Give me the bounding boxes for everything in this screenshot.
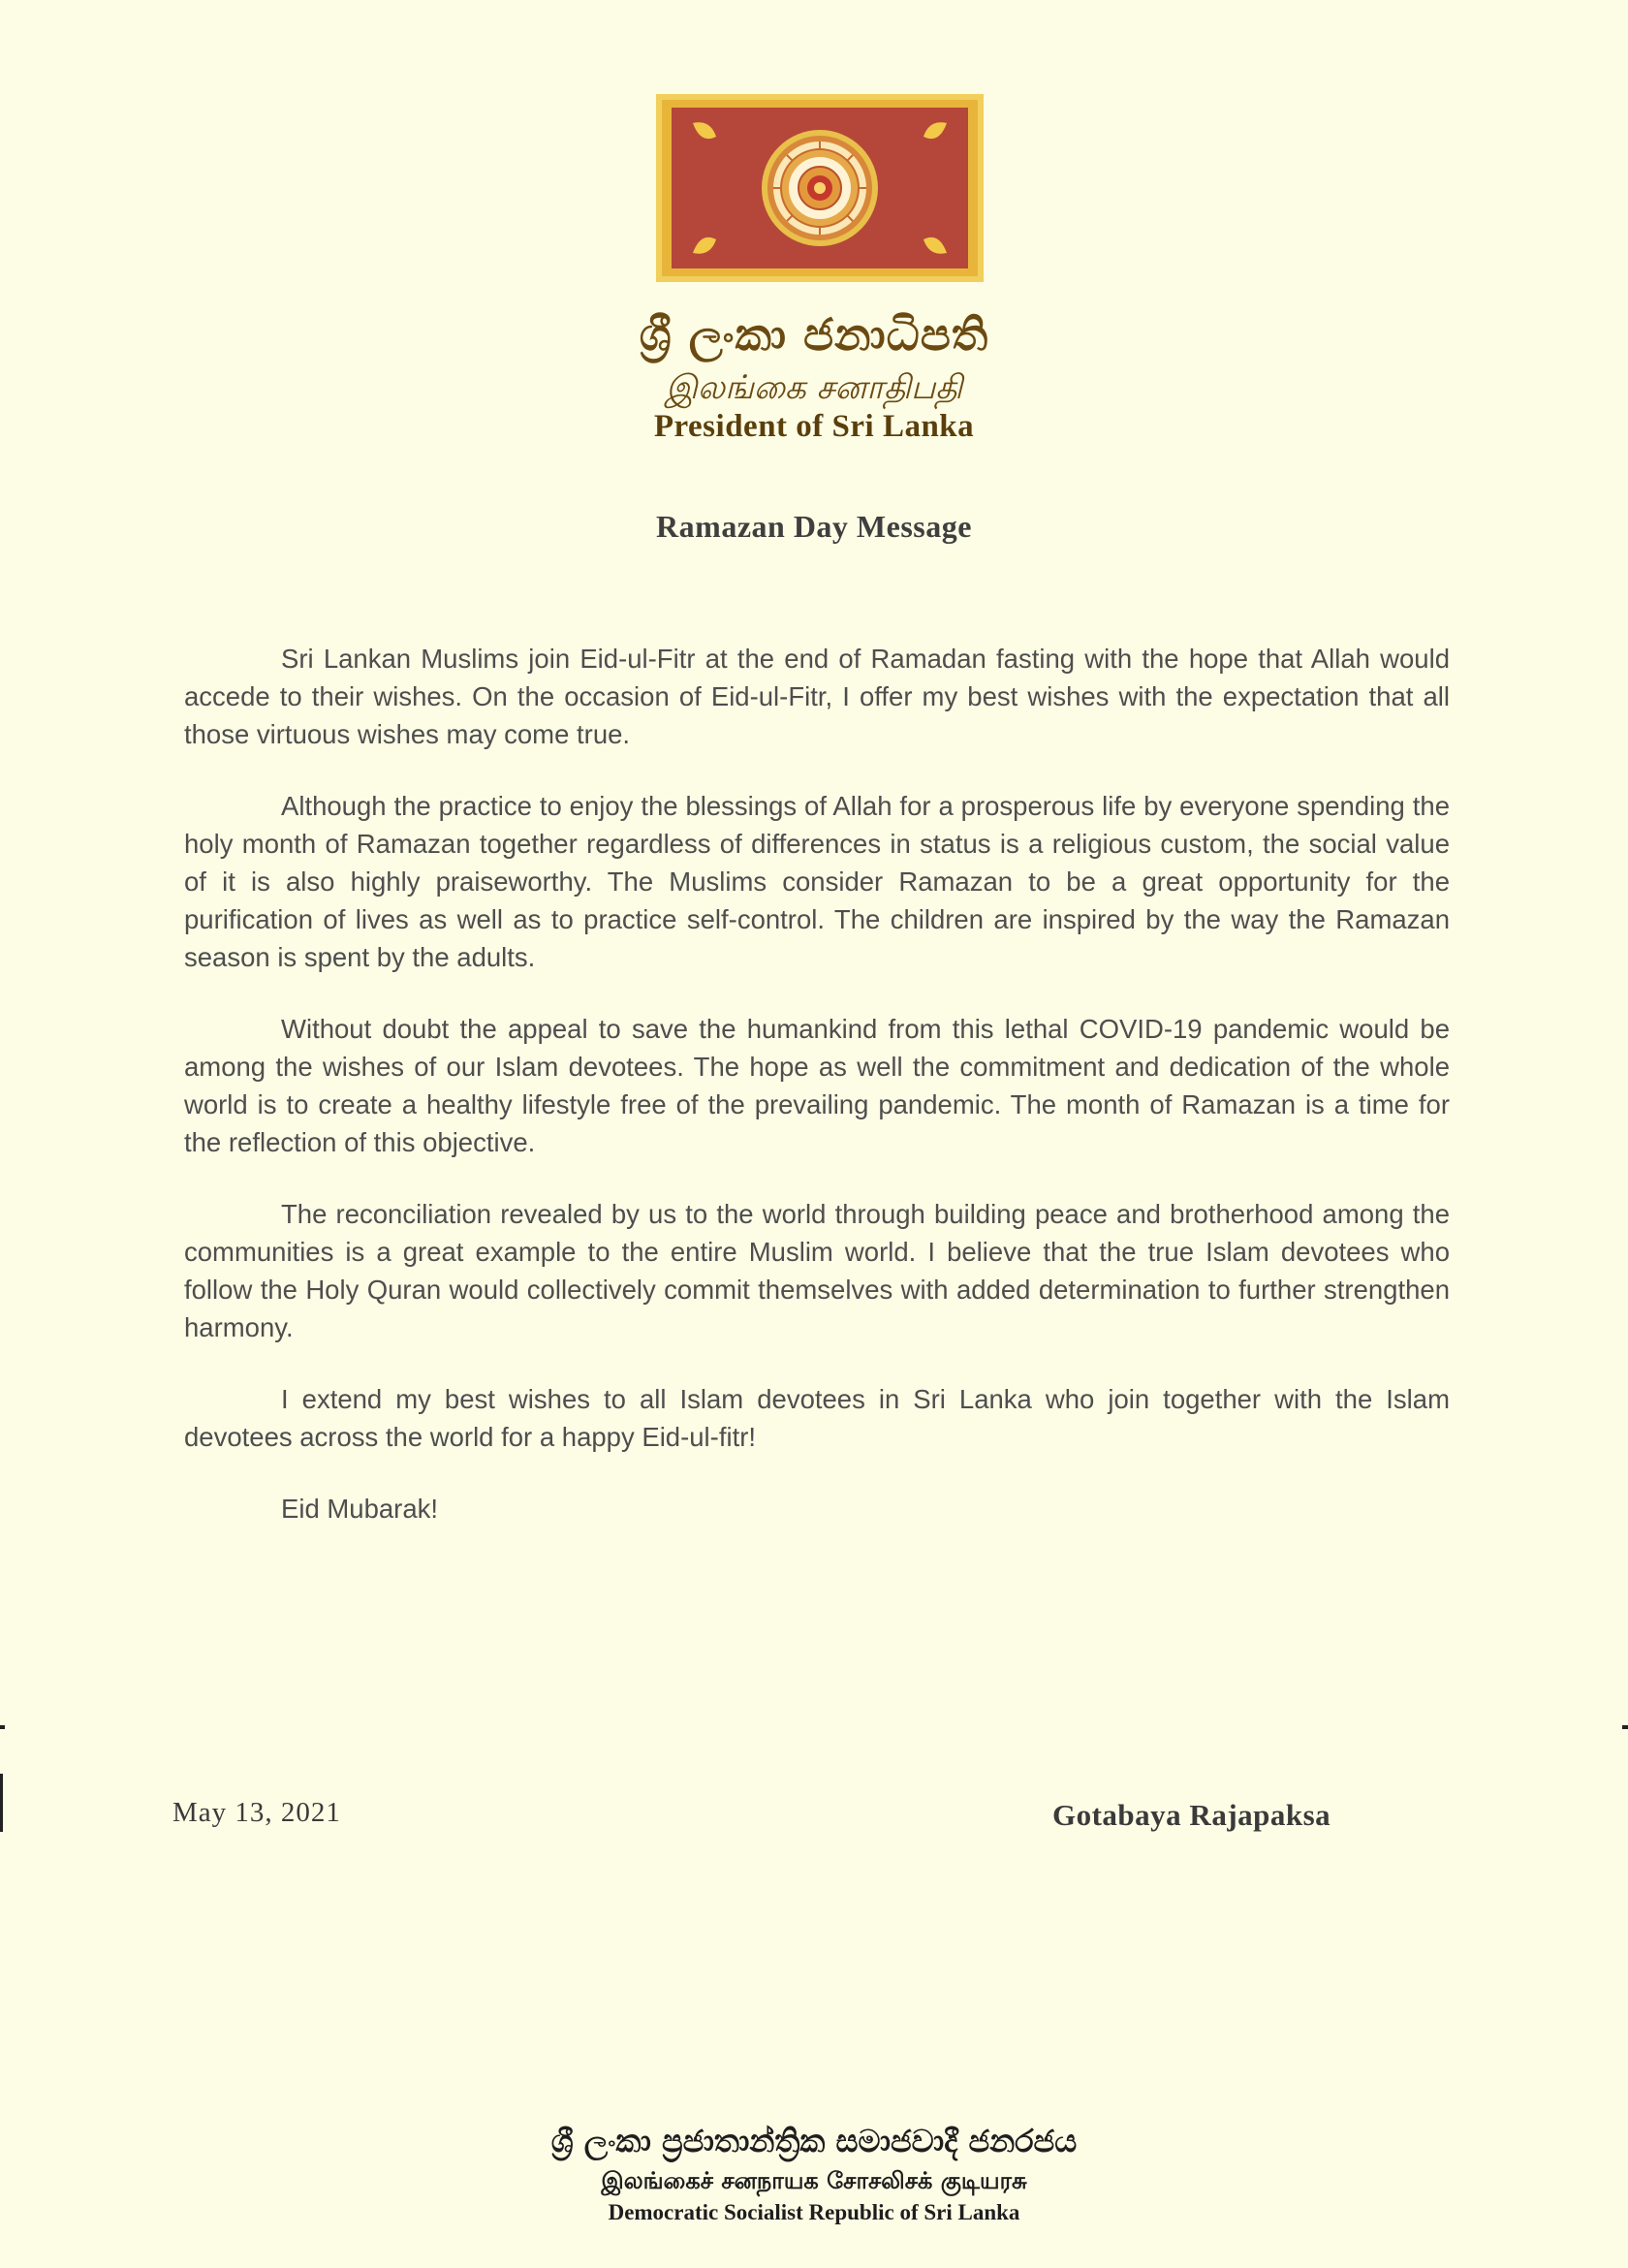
paragraph: The reconciliation revealed by us to the world through building peace and brotherhood among the communities is a great example to the entire Muslim world. I believe that the true Islam devotees who follow the Holy Quran would collectively commit themselves with added determination to further strengthen harmony. (184, 1199, 1450, 1342)
presidential-flag-emblem (656, 94, 984, 282)
scan-edge-mark (0, 1725, 5, 1729)
closing-greeting: Eid Mubarak! (281, 1494, 439, 1524)
scan-edge-mark (0, 1774, 3, 1832)
message-title: Ramazan Day Message (656, 509, 972, 544)
message-body (184, 640, 1450, 1561)
paragraph: Sri Lankan Muslims join Eid-ul-Fitr at the end of Ramadan fasting with the hope that Allah would accede to their wishes. On the occasion of Eid-ul-Fitr, I offer my best wishes with the expectation that all those virtuous wishes may come true. (184, 644, 1450, 749)
paragraph: Although the practice to enjoy the blessings of Allah for a prosperous life by everyone spending the holy month of Ramazan together regardless of differences in status is a religious custom, the social value of it is also highly praiseworthy. The Muslims consider Ramazan to be a great opportunity for the purification of lives as well as to practice self-control. The children are inspired by the way the Ramazan season is spent by the adults. (184, 791, 1450, 972)
english-title: President of Sri Lanka (653, 409, 975, 444)
sinhala-title: ශ්‍රී ලංකා ජනාධිපති (639, 308, 989, 361)
paragraph: Without doubt the appeal to save the humankind from this lethal COVID-19 pandemic would be among the wishes of our Islam devotees. The hope as well the commitment and dedication of the whole world is to create a healthy lifestyle free of the prevailing pandemic. The month of Ramazan is a time for the reflection of this objective. (184, 1014, 1450, 1157)
tamil-title: இலங்கை சனாதிபதி (665, 368, 963, 407)
scan-edge-mark (1622, 1725, 1628, 1729)
signatory-name: Gotabaya Rajapaksa (1052, 1798, 1331, 1832)
message-date: May 13, 2021 (172, 1797, 341, 1828)
paragraph: I extend my best wishes to all Islam devotees in Sri Lanka who join together with the Islam devotees across the world for a happy Eid-ul-fitr! (184, 1384, 1450, 1452)
footer-english: Democratic Socialist Republic of Sri Lanka (608, 2200, 1020, 2224)
footer-sinhala: ශ්‍රී ලංකා ප්‍රජාතාන්ත්‍රික සමාජවාදී ජනරජය (550, 2123, 1078, 2159)
footer-tamil: இலங்கைச் சனநாயக சோசலிசக் குடியரசு (601, 2167, 1027, 2194)
